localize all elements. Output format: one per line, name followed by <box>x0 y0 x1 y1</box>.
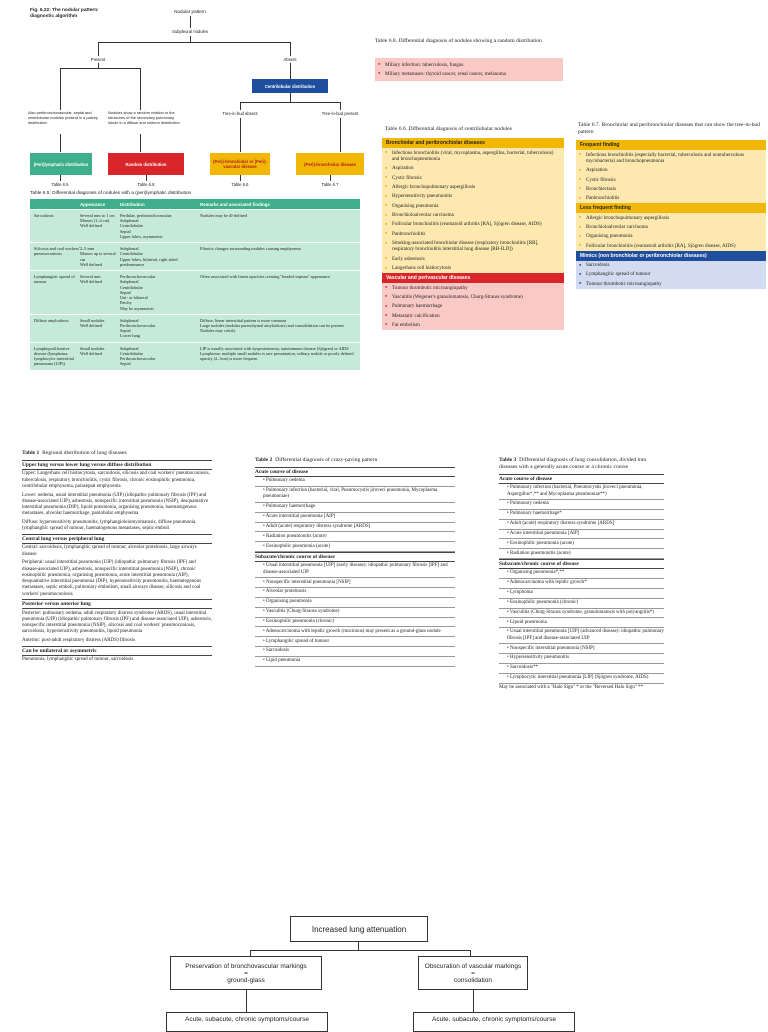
list-item: • Acute interstitial pneumonia [AIP] <box>255 513 455 523</box>
list-item: • Radiation pneumonitis (acute) <box>499 549 664 559</box>
list-item: ● Miliary metastases: thyroid cancer, renal cancer, melanoma <box>375 69 563 78</box>
list-item: ● Langerhans cell histiocytosis <box>382 264 564 273</box>
band-vascular: Vascular and perivascular diseases <box>382 273 564 283</box>
list-item: ● Fat embolism <box>382 320 564 329</box>
box-perilymphatic: (Peri)lymphatic distribution <box>30 153 92 175</box>
list-item: • Lymphoma <box>499 589 664 599</box>
list-item: • Sarcoidosis** <box>499 664 664 674</box>
list-item: ● Bronchiectasis <box>576 184 766 193</box>
table-3 <box>499 457 664 693</box>
table-cell-appearance: Several mm to 1 cm Masses (1–4 cm) Well defined <box>80 213 115 229</box>
section-entry: Diffuse: hypersensitivity pneumonitis, lymphangioleiomyomatosis, diffuse pneumonia, lymphangitic spread of tumour, haematogenous metastases, septic emboli <box>22 520 197 532</box>
section-heading: Can be unilateral or asymmetric <box>22 646 212 656</box>
table-3-title: Table 3 Differential diagnosis of lung consolidation, divided into diseases with a generally acute course or a chronic course <box>499 457 647 470</box>
list-item: • Vasculitis (Churg-Strauss syndrome) <box>255 608 455 618</box>
section-acute: Acute course of disease <box>499 474 664 484</box>
list-item: • Sarcoidosis <box>255 647 455 657</box>
table-cell-name: Silicosis and coal workers' pneumoconiosis <box>34 246 80 257</box>
list-item: • Pulmonary oedema <box>255 477 455 487</box>
section-entry: Pneumonia, lymphangitic spread of tumour, sarcoidosis <box>22 656 134 662</box>
list-item: ● Hypersensitivity pneumonitis <box>382 192 564 201</box>
list-item: ● Follicular bronchiolitis (reumatoid arthritis [RA], Sjögren disease, AIDS) <box>576 241 766 250</box>
table-cell-appearance: Small nodules Well defined <box>80 317 105 328</box>
list-item: ● Panbronchiolitis <box>576 194 766 203</box>
list-item: ● Smoking-associated bronchiolar disease (respiratory bronchiolitis [RB], respiratory bronchiolitis interstitial lung disease [RB-ILD]) <box>382 239 564 255</box>
band-bronchiolar: Bronchiolar and peribronchiolar diseases <box>382 138 564 148</box>
list-item: ● Infectious bronchiolitis (viral, mycoplasma, aspergillus, bacterial, tuberculosis) and bronchopneumonia <box>382 148 564 164</box>
table-3-footnote: May be associated with a "Halo Sign" * or the "Reversed Halo Sign" ** <box>499 684 644 690</box>
table-row <box>30 270 360 314</box>
band-less-frequent: Less frequent finding <box>576 203 766 213</box>
list-item: • Usual interstitial pneumonia [UIP] (early disease): idiopathic pulmonary fibrosis [IPF] and disease-associated UIP <box>255 562 455 578</box>
col-remarks: Remarks and associated findings <box>200 201 270 207</box>
list-item: • Vasculitis (Churg-Strauss syndrome, granulomatosis with polyangiitis*) <box>499 609 664 619</box>
node-increased-attenuation: Increased lung attenuation <box>290 916 428 942</box>
table-cell-name: Sarcoidosis <box>34 213 54 218</box>
section-entry: Anterior: post-adult respiratory distress (ARDS) fibrosis <box>22 638 135 644</box>
table-6-8-title: Table 6.8. Differential diagnosis of nodules showing a random distribution <box>375 38 542 44</box>
list-item: ● Organising pneumonia <box>382 201 564 210</box>
figure-caption: Fig. 6.22: The nodular pattern: diagnostic algorithm <box>30 8 99 20</box>
list-item: • Radiation pneumonitis (acute) <box>255 532 455 542</box>
section-heading: Central lung versus peripheral lung <box>22 534 212 544</box>
list-item: ● Lymphangitic spread of tumour <box>576 270 766 279</box>
table-cell-remarks: Nodules may be ill-defined <box>200 213 247 218</box>
box-random: Random distribution <box>108 153 184 175</box>
box-peribronchiolar: (Peri)-bronchiolar disease <box>296 153 364 175</box>
node-tib-absent: Tree-in-bud absent <box>222 111 258 116</box>
list-item: ● Miliary infection: tuberculosis, fungus <box>375 60 563 69</box>
band-frequent: Frequent finding <box>576 140 766 150</box>
list-item: • Adult (acute) respiratory distress syndrome [ARDS] <box>499 520 664 530</box>
list-item: • Hypersensitivity pneumonitis <box>499 654 664 664</box>
table-cell-name: Diffuse amyloidosis <box>34 317 69 323</box>
list-item: ● Infectious bronchiolitis (especially bacterial, tuberculosis and nontuberculous mycobacteria) and bronchopneumonia <box>576 150 766 166</box>
table-cell-remarks: Often associated with linear opacities creating "beaded septum" appearance <box>200 274 330 280</box>
list-item: • Lipid pneumonia <box>255 657 455 667</box>
list-item: • Pulmonary infection (bacterial, viral, Pneumocystis jiroveci pneumonia, Mycoplasma pneumoniae) <box>255 487 455 503</box>
section-entry: Upper: Langerhans cell histiocytosis, sarcoidosis, silicosis and coal workers' pneumoconiosis, tuberculosis, respiratory bronchiolitis, cystic fibrosis, chronic eosinophilic pneumonia, centrilobular emphysema, paraseptal emphysema <box>22 471 210 489</box>
table-cell-distribution: Subpleural Centrilobular Peribronchovascular Septal <box>120 345 156 367</box>
ref-table-6-5: Table 6.5 <box>51 182 69 187</box>
table-6-6 <box>382 138 564 330</box>
table-6-7-title: Table 6.7. Bronchiolar and peribronchiolar diseases that can show the tree-in-bud pattern <box>578 122 760 135</box>
list-item: ● Cystic fibrosis <box>576 175 766 184</box>
section-entry: Lower: oedema, usual interstitial pneumonia (UIP) (idiopathic pulmonary fibrosis (IPF) and disease-associated UIP), asbestosis, nonspecific interstitial pneumonia (NSIP), desquamative interstitial pneumonia (DIP), lipoid pneumonia, organising pneumonia, haematogenous metastases, alveolar haemorrhage, panlobular emphysema <box>22 492 209 517</box>
table-row <box>30 209 360 242</box>
table-cell-name: Lymphangitic spread of tumour <box>34 274 75 285</box>
list-item: ● Metastatic calcification <box>382 311 564 320</box>
table-6-5 <box>30 199 360 370</box>
list-item: • Adenocarcinoma with lepidic growth (mucinous) may present as a ground-glass nodule <box>255 627 455 637</box>
table-1-title: Table 1 Regional distribution of lung diseases <box>22 450 127 456</box>
list-item: • Lymphangitic spread of tumour <box>255 637 455 647</box>
section-heading: Posterior versus anterior lung <box>22 599 212 609</box>
list-item: ● Pulmonary haemorrhage <box>382 302 564 311</box>
list-item: ● Cystic fibrosis <box>382 173 564 182</box>
list-item: • Pulmonary haemorrhage* <box>499 510 664 520</box>
node-consolidation: Obscuration of vascular markings = consolidation <box>418 956 528 990</box>
list-item: ● Allergic bronchopulmonary aspergillosis <box>576 213 766 222</box>
list-item: • Nonspecific interstitial pneumonia [NSIP] <box>255 578 455 588</box>
list-item: ● Early asbestosis <box>382 254 564 263</box>
list-item: ● Sarcoidosis <box>576 261 766 270</box>
list-item: ● Aspiration <box>382 164 564 173</box>
section-chronic: Subacute/chronic course of disease <box>499 559 664 569</box>
table-header <box>30 199 360 209</box>
node-absent: Absent <box>283 57 297 62</box>
list-item: ● Panbronchiolitis <box>382 229 564 238</box>
list-item: • Eosinophilic pneumonia (chronic) <box>255 618 455 628</box>
table-6-6-title: Table 6.6. Differential diagnosis of centrilobular nodules <box>385 126 512 132</box>
section-entry: Peripheral: usual interstitial pneumonia (UIP) (idiopathic pulmonary fibrosis (IPF) and disease-associated UIP), asbestosis, nonspecific interstitial pneumonia (NSIP), chronic eosinophilic pneumonia, organising pneumonia, acute interstitial pneumonia (AIP), desquamative interstitial pneumonia (DIP), hypersensitivity pneumonitis, haematogenous metastases, septic emboli, pulmonary embolism, small airways disease, silicosis and coal workers' pneumoconiosis <box>22 560 202 597</box>
list-item: • Eosinophilic pneumonia (chronic) <box>499 599 664 609</box>
list-item: • Alveolar proteinosis <box>255 588 455 598</box>
list-item: ● Tumour thrombotic microangiopathy <box>382 283 564 292</box>
section-entry: Posterior: pulmonary oedema, adult respiratory distress syndrome (ARDS), usual interstitial pneumonia (UIP) (idiopathic pulmonary fibrosis (IPF) and disease-associated UIP), asbestosis, nonspecific interstitial pneumonia (NSIP), silicosis and coal workers' pneumoconiosis, sarcoidosis, hypersensitivity pneumonitis, lipoid pneumonia <box>22 610 212 635</box>
table-cell-name: Lymphoproliferative disease (lymphoma, lymphocytic interstitial pneumonia (LIP)) <box>34 345 74 367</box>
list-item: • Lipoid pneumonia <box>499 618 664 628</box>
desc-perilymphatic: Also peribronchovascular, septal and centrilobular nodules present in a patchy distribution <box>28 110 98 125</box>
list-item: ● Bronchioloalveolar carcinoma <box>576 223 766 232</box>
list-item: • Organising pneumonia*,** <box>499 569 664 579</box>
list-item: ● Bronchioloalveolar carcinoma <box>382 211 564 220</box>
section-acute: Acute course of disease <box>255 467 455 477</box>
ref-table-6-7: Table 6.7 <box>321 182 339 187</box>
list-item: ● Organising pneumonia <box>576 232 766 241</box>
table-2-title: Table 2 Differential diagnosis of crazy-paving pattern <box>255 457 378 463</box>
table-cell-distribution: Subpleural Peribronchovascular Septal Lower lung <box>120 317 156 339</box>
table-cell-appearance: Small nodules Well defined <box>80 345 105 356</box>
node-left-course: Acute, subacute, chronic symptoms/course <box>166 1012 328 1032</box>
desc-random: Nodules show a random relation to the structures of the secondary pulmonary lobule in a diffuse and uniform distribution <box>108 110 180 125</box>
table-row <box>30 314 360 342</box>
list-item: ● Follicular bronchiolitis (reumatoid arthritis [RA], Sjögren disease, AIDS) <box>382 220 564 229</box>
node-present: Present <box>90 57 106 62</box>
list-item: • Eosinophilic pneumonia (acute) <box>255 542 455 552</box>
section-heading: Upper lung versus lower lung versus diffuse distribution <box>22 460 212 470</box>
list-item: • Pulmonary infection (bacterial, Pneumocystis jiroveci pneumonia, Aspergillus*,** and Mycoplasma pneumoniae**) <box>499 484 664 500</box>
list-item: ● Allergic bronchopulmonary aspergillosis <box>382 182 564 191</box>
node-tib-present: Tree-in-bud present <box>321 111 359 116</box>
table-2 <box>255 457 455 667</box>
list-item: • Pulmonary oedema <box>499 500 664 510</box>
section-entry: Central: sarcoidosis, lymphangitic spread of tumour, alveolar proteinosis, large airways disease <box>22 545 197 557</box>
band-mimics: Mimics (non bronchiolar or peribronchiolar diseases) <box>576 251 766 261</box>
table-6-8 <box>375 58 563 81</box>
list-item: • Lymphocytic interstitial pneumonia [LIP] (Sjögren syndrome, AIDS) <box>499 674 664 684</box>
table-cell-distribution: Peribronchovascular Subpleural Centrilobular Septal Uni- or bilateral Patchy May be asymmetric <box>120 274 156 311</box>
list-item: • Eosinophilic pneumonia (acute) <box>499 539 664 549</box>
node-right-course: Acute, subacute, chronic symptoms/course <box>413 1012 575 1032</box>
table-1 <box>22 450 212 664</box>
box-centrilobular: Centrilobular distribution <box>252 79 328 93</box>
list-item: • Adenocarcinoma with lepidic growth* <box>499 579 664 589</box>
list-item: • Acute interstitial pneumonia [AIP] <box>499 530 664 540</box>
table-cell-appearance: Several mm Well defined <box>80 274 102 285</box>
list-item: • Usual interstitial pneumonia [UIP] (advanced disease): idiopathic pulmonary fibrosis [IPF] and disease-associated UIP <box>499 628 664 644</box>
table-cell-distribution: Perihilar, peribronchovascular Subpleural Centrilobular Septal Upper lobes, asymmetric <box>120 213 172 239</box>
col-appearance: Appearance <box>80 201 106 207</box>
table-6-7 <box>576 140 766 289</box>
list-item: • Organising pneumonia <box>255 598 455 608</box>
list-item: • Adult (acute) respiratory distress syndrome [ARDS] <box>255 523 455 533</box>
list-item: ● Vasculitis (Wegener's granulomatosis, Churg-Strauss syndrome) <box>382 292 564 301</box>
list-item: ● Tumour thrombotic microangiopathy <box>576 279 766 288</box>
table-cell-remarks: LIP is usually associated with dysproteinemia, autoimmune disease (Sjögren) or AIDS Lymphoma: multiple small nodules is rare presentation, solitary nodule or poorly defined opacity (2–3cm) is more frequent <box>200 345 354 362</box>
section-chronic: Subacute/chronic course of disease <box>255 552 455 562</box>
table-cell-appearance: 2–5 mm Masses up to several cm Well defined <box>80 246 116 267</box>
table-cell-distribution: Subpleural Centrilobular Upper lobes, bilateral, right sided predominance <box>120 246 178 267</box>
col-distribution: Distribution <box>120 201 145 207</box>
node-ground-glass: Preservation of bronchovascular markings = ground-glass <box>170 956 322 990</box>
node-subpleural: Subpleural nodules <box>172 29 208 34</box>
node-root: Nodular pattern <box>174 9 206 14</box>
list-item: • Pulmonary haemorrhage <box>255 503 455 513</box>
table-row <box>30 242 360 270</box>
list-item: • Nonspecific interstitial pneumonia [NSIP] <box>499 644 664 654</box>
table-cell-remarks: Diffuse, linear interstitial pattern is more common Large nodules (nodular parenchymal amyloidosis) and consolidation can be present Nodules may calcify <box>200 317 344 334</box>
list-item: ● Aspiration <box>576 166 766 175</box>
table-6-5-title: Table 6.5: Differential diagnosis of nodules with a (peri)lymphatic distribution <box>30 191 192 196</box>
ref-table-6-8: Table 6.8 <box>137 182 155 187</box>
table-row <box>30 342 360 370</box>
box-peribronchiolar-vascular: (Peri)-bronchiolar or (Peri)-vascular disease <box>210 153 270 175</box>
ref-table-6-6: Table 6.6 <box>231 182 249 187</box>
table-cell-remarks: Fibrotic changes surrounding nodules causing emphysema <box>200 246 301 252</box>
